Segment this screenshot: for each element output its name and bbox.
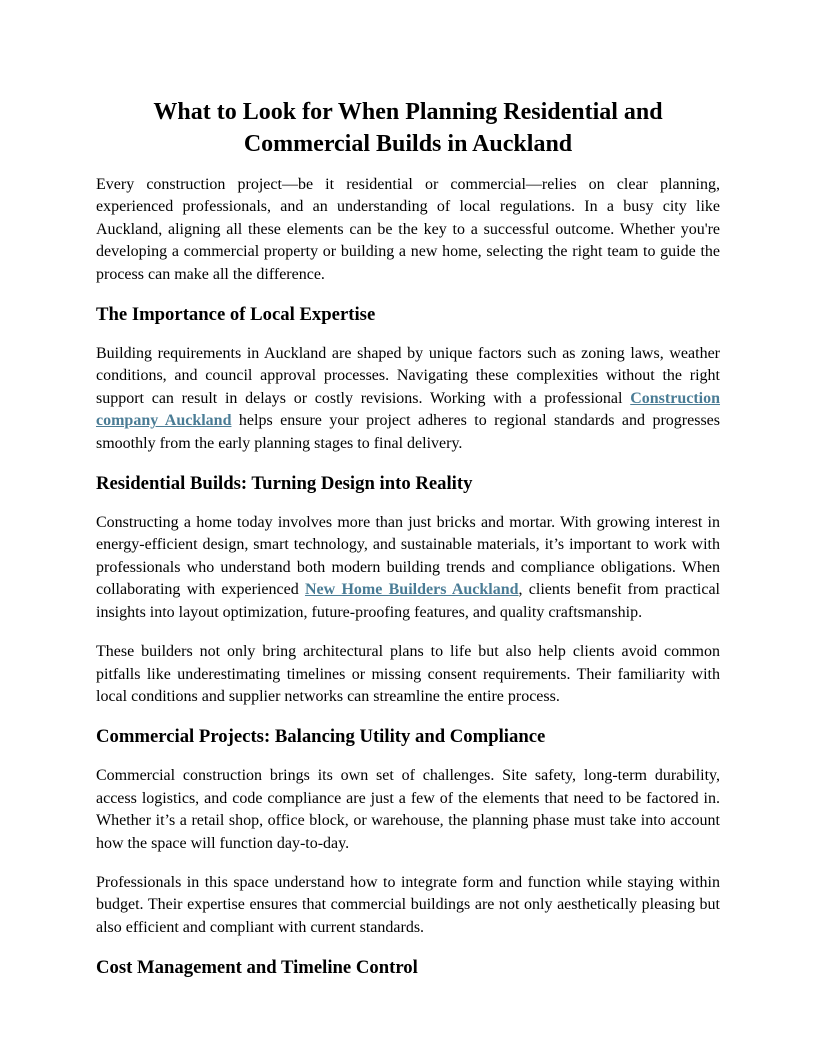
residential-paragraph-1 (96, 512, 720, 624)
residential-text-after: , clients benefit from practical insights into layout optimization, future-proofing features, and quality craftsmanship. (96, 581, 720, 621)
section-heading-cost-management: Cost Management and Timeline Control (96, 957, 418, 979)
section-heading-local-expertise: The Importance of Local Expertise (96, 304, 376, 326)
commercial-paragraph-2: Professionals in this space understand how to integrate form and function while staying within budget. Their expertise ensures that commercial buildings are not only aesthetically pleasing but also efficient and compliant with current standards. (96, 873, 720, 936)
local-expertise-paragraph (96, 343, 720, 455)
local-expertise-text-before: Building requirements in Auckland are shaped by unique factors such as zoning laws, weather conditions, and council approval processes. Navigating these complexities without the right support can result in delays or costly revisions. Working with a professional (96, 345, 720, 407)
section-heading-commercial: Commercial Projects: Balancing Utility and Compliance (96, 726, 546, 748)
commercial-paragraph-1: Commercial construction brings its own set of challenges. Site safety, long-term durability, access logistics, and code compliance are just a few of the elements that need to be factored in. Whether it’s a retail shop, office block, or warehouse, the planning phase must take into account how the space will function day-to-day. (96, 767, 720, 852)
document-title: What to Look for When Planning Residential and Commercial Builds in Auckland (153, 99, 663, 157)
new-home-builders-auckland-link[interactable]: New Home Builders Auckland (304, 581, 519, 599)
construction-company-auckland-link[interactable]: Construction company Auckland (96, 389, 720, 430)
local-expertise-text-after: helps ensure your project adheres to regional standards and progresses smoothly from the early planning stages to final delivery. (96, 412, 720, 452)
residential-text-before: Constructing a home today involves more than just bricks and mortar. With growing interest in energy-efficient design, smart technology, and sustainable materials, it’s important to work with professionals who understand both modern building trends and compliance obligations. When collaborating with experienced (96, 514, 720, 599)
section-heading-residential: Residential Builds: Turning Design into Reality (96, 473, 473, 495)
residential-paragraph-2: These builders not only bring architectural plans to life but also help clients avoid common pitfalls like underestimating timelines or missing consent requirements. Their familiarity with local conditions and supplier networks can streamline the entire process. (96, 643, 720, 705)
document-page (96, 96, 720, 996)
intro-paragraph: Every construction project—be it residential or commercial—relies on clear planning, experienced professionals, and an understanding of local regulations. In a busy city like Auckland, aligning all these elements can be the key to a successful outcome. Whether you're developing a commercial property or building a new home, selecting the right team to guide the process can make all the difference. (96, 176, 720, 283)
